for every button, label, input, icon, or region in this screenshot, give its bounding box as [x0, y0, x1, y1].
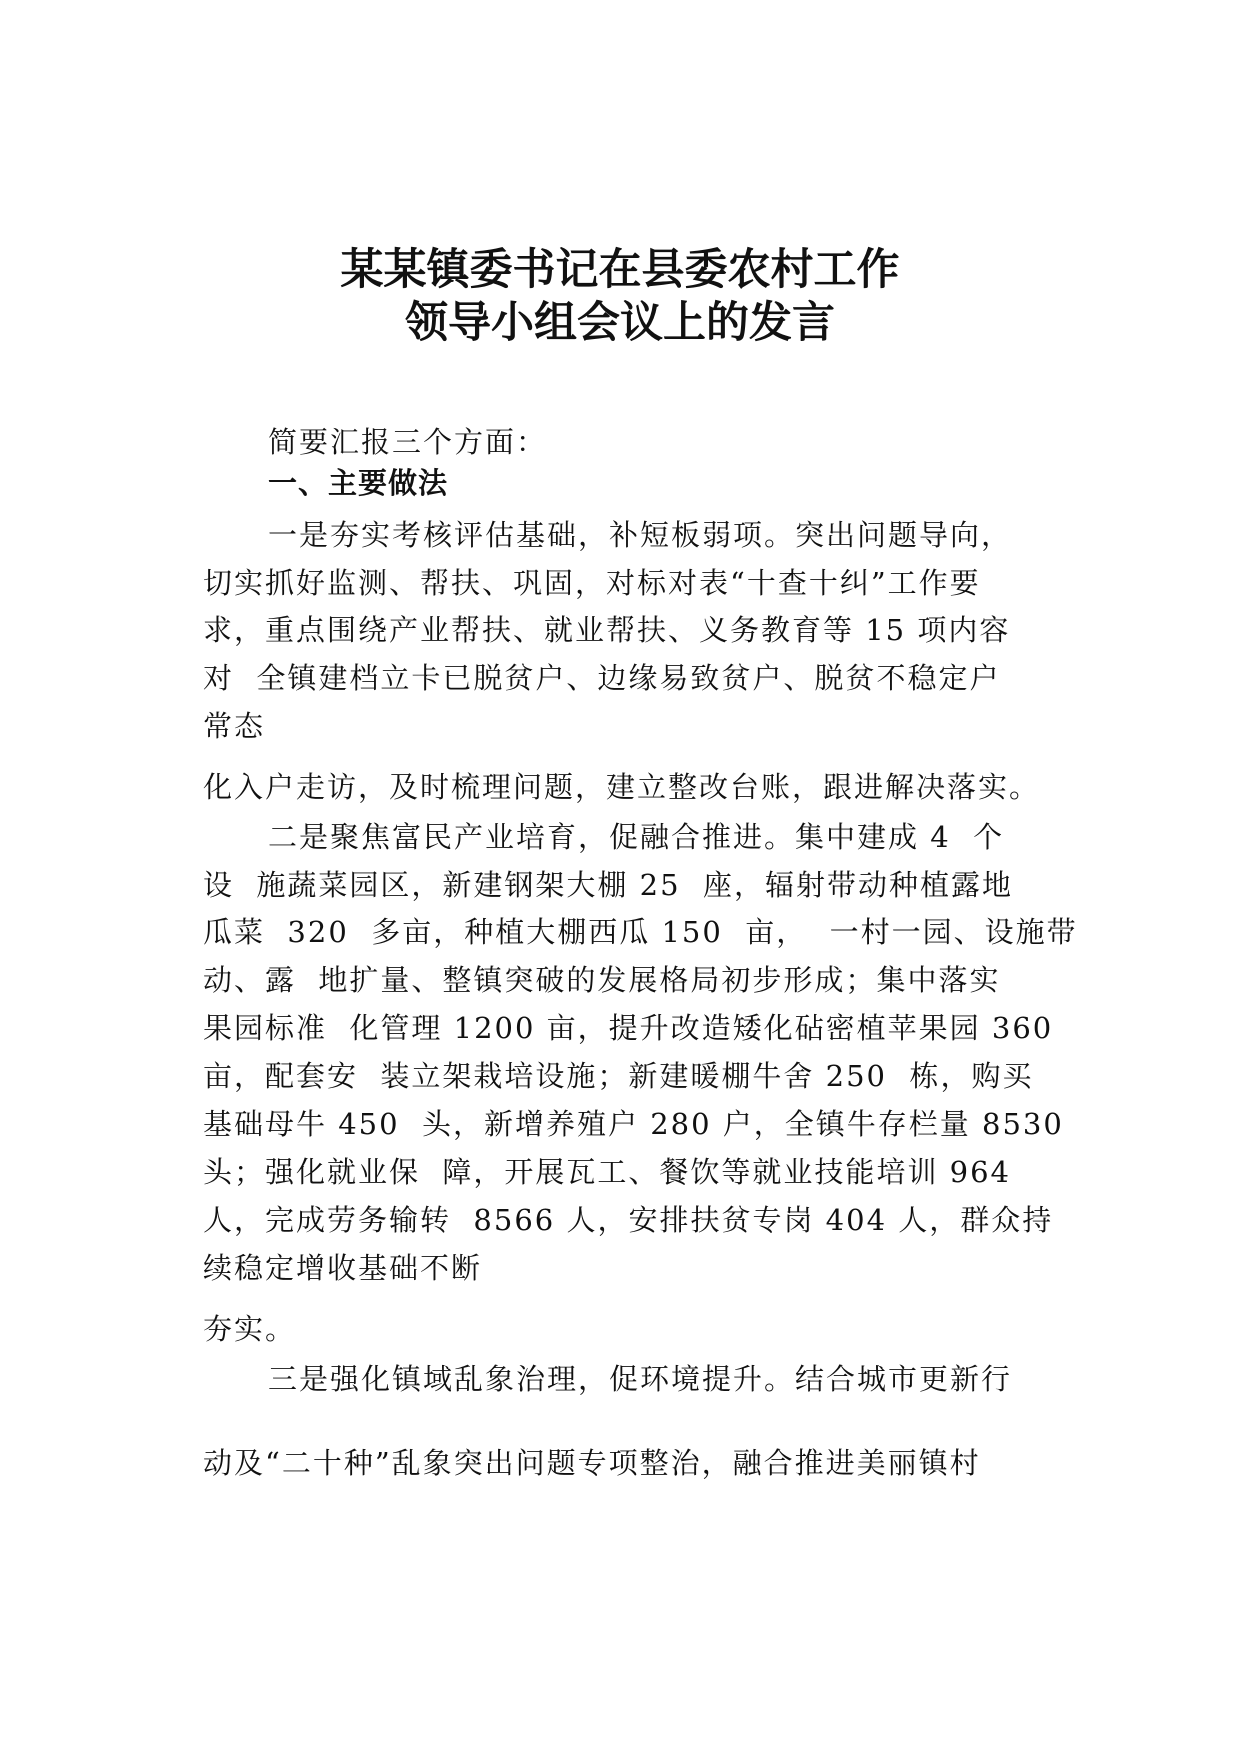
- paragraph-line: 动及“二十种”乱象突出问题专项整治，融合推进美丽镇村: [203, 1446, 981, 1480]
- paragraph-line: 化入户走访，及时梳理问题，建立整改台账，跟进解决落实。: [203, 770, 1041, 804]
- paragraph-line: 对 全镇建档立卡已脱贫户、边缘易致贫户、脱贫不稳定户: [203, 661, 1001, 695]
- paragraph-line: 头；强化就业保 障，开展瓦工、餐饮等就业技能培训 964: [203, 1155, 1012, 1189]
- paragraph-line: 切实抓好监测、帮扶、巩固，对标对表“十查十纠”工作要: [203, 566, 981, 600]
- paragraph-line: 二是聚焦富民产业培育，促融合推进。集中建成 4 个: [268, 820, 1005, 854]
- paragraph-line: 瓜菜 320 多亩，种植大棚西瓜 150 亩， 一村一园、设施带: [203, 915, 1078, 949]
- intro-text: 简要汇报三个方面：: [268, 425, 548, 459]
- paragraph-line: 常态: [203, 709, 266, 743]
- paragraph-line: 基础母牛 450 头，新增养殖户 280 户，全镇牛存栏量 8530: [203, 1107, 1064, 1141]
- paragraph-line: 设 施蔬菜园区，新建钢架大棚 25 座，辐射带动种植露地: [203, 868, 1013, 902]
- paragraph-line: 一是夯实考核评估基础，补短板弱项。突出问题导向，: [268, 518, 1013, 552]
- paragraph-line: 三是强化镇域乱象治理，促环境提升。结合城市更新行: [268, 1362, 1013, 1396]
- document-title-line-2: 领导小组会议上的发言: [405, 298, 835, 348]
- paragraph-line: 亩，配套安 装立架栽培设施；新建暖棚牛舍 250 栋，购买: [203, 1059, 1034, 1093]
- paragraph-line: 果园标准 化管理 1200 亩，提升改造矮化砧密植苹果园 360: [203, 1011, 1054, 1045]
- paragraph-line: 人，完成劳务输转 8566 人，安排扶贫专岗 404 人，群众持: [203, 1203, 1054, 1237]
- paragraph-line: 动、露 地扩量、整镇突破的发展格局初步形成；集中落实: [203, 963, 1001, 997]
- paragraph-line: 求，重点围绕产业帮扶、就业帮扶、义务教育等 15 项内容: [203, 613, 1011, 647]
- section-heading: 一、主要做法: [268, 466, 449, 500]
- paragraph-line: 续稳定增收基础不断: [203, 1251, 483, 1285]
- document-title-line-1: 某某镇委书记在县委农村工作: [340, 245, 900, 295]
- paragraph-line: 夯实。: [203, 1312, 297, 1346]
